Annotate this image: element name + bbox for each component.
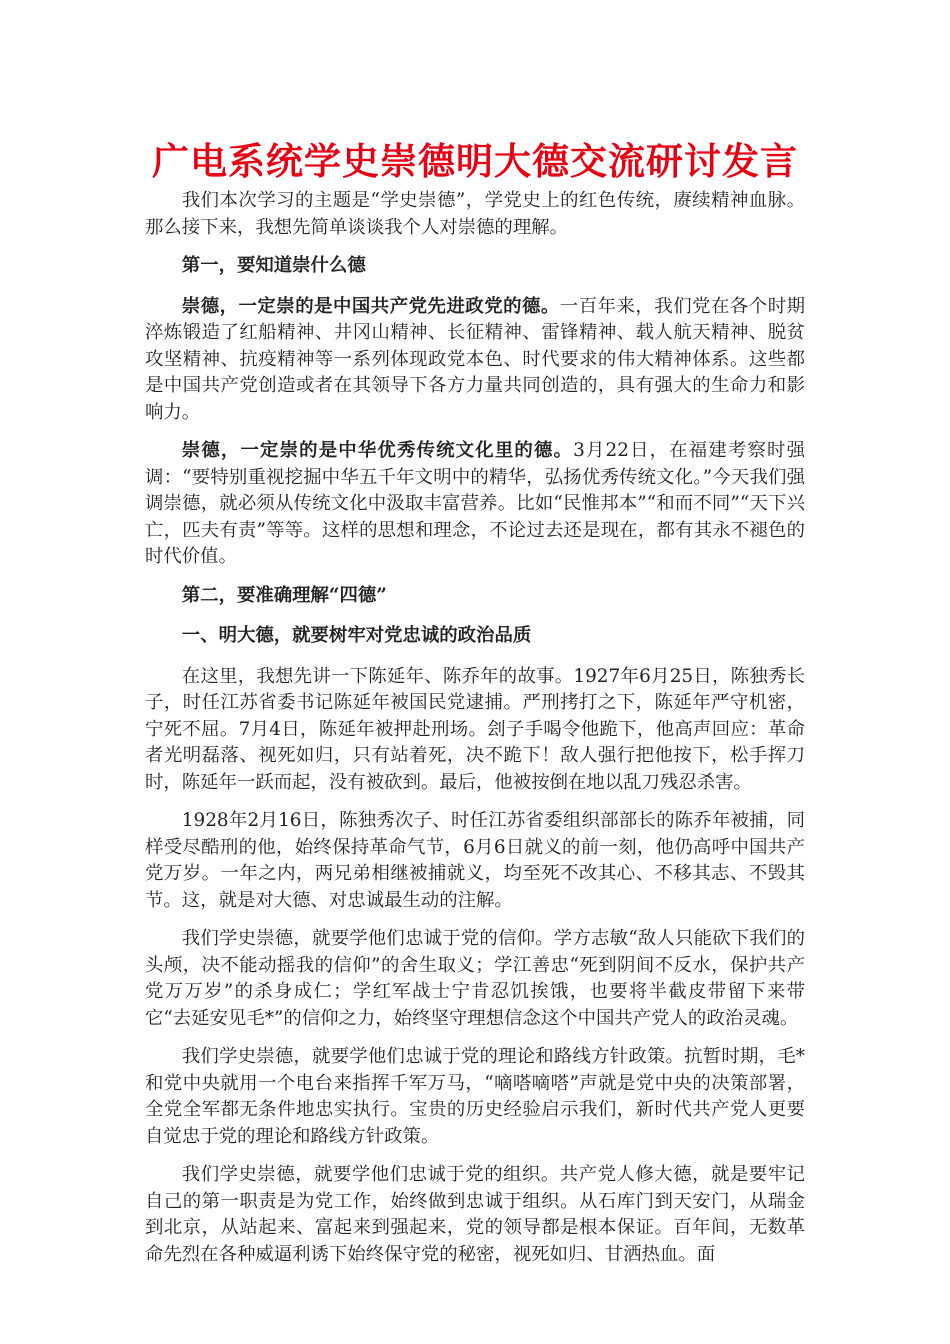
paragraph-lead-bold: 崇德，一定崇的是中国共产党先进政党的德。: [181, 295, 560, 317]
paragraph-party-virtue: [145, 294, 805, 427]
paragraph-lead-bold: 崇德，一定崇的是中华优秀传统文化里的德。: [181, 440, 574, 461]
document-title: 广电系统学史崇德明大德交流研讨发言: [152, 139, 798, 183]
paragraph-chen-qiaonian: 1928年2月16日，陈独秀次子、时任江苏省委组织部部长的陈乔年被捕，同样受尽酷刑的他，始终保持革命气节，6月6日就义的前一刻，他仍高呼中国共产党万岁。一年之内，两兄弟相继被捕就义，均至死不改其心、不移其志、不毁其节。这，就是对大德、对忠诚最生动的注解。: [145, 810, 805, 911]
section-heading-2: 第二，要准确理解“四德”: [181, 584, 387, 606]
paragraph-loyal-theory: 我们学史崇德，就要学他们忠诚于党的理论和路线方针政策。抗暂时期，毛*和党中央就用一个电台来指挥千军万马，“嘀嗒嘀嗒”声就是党中央的决策部署，全党全军都无条件地忠实执行。宝贵的历史经验启示我们，新时代共产党人更要自觉忠于党的理论和路线方针政策。: [145, 1046, 805, 1147]
paragraph-loyal-organization: 我们学史崇德，就要学他们忠诚于党的组织。共产党人修大德，就是要牢记自己的第一职责是为党工作，始终做到忠诚于组织。从石库门到天安门，从瑞金到北京，从站起来、富起来到强起来，党的领导都是根本保证。百年间，无数革命先烈在各种威逼利诱下始终保守党的秘密，视死如归、甘洒热血。面: [145, 1164, 805, 1265]
subsection-heading-1: 一、明大德，就要树牢对党忠诚的政治品质: [181, 625, 532, 646]
document-body: [145, 188, 805, 1280]
paragraph-intro: 我们本次学习的主题是“学史崇德”，学党史上的红色传统，赓续精神血脉。那么接下来，我想先简单谈谈我个人对崇德的理解。: [145, 190, 805, 238]
section-heading-1: 第一，要知道崇什么德: [181, 255, 366, 276]
paragraph-traditional-virtue: [145, 438, 805, 571]
paragraph-text: 一百年来，我们党在各个时期淬炼锻造了红船精神、井冈山精神、长征精神、雷锋精神、载人航天精神、脱贫攻坚精神、抗疫精神等一系列体现政党本色、时代要求的伟大精神体系。这些都是中国共产党创造或者在其领导下各方力量共同创造的，具有强大的生命力和影响力。: [145, 295, 805, 423]
paragraph-text: 3月22日，在福建考察时强调：“要特别重视挖掘中华五千年文明中的精华，弘扬优秀传统文化。”今天我们强调崇德，就必须从传统文化中汲取丰富营养。比如“民惟邦本”“和而不同”“天下兴亡，匹夫有责”等等。这样的思想和理念，不论过去还是现在，都有其永不褪色的时代价值。: [145, 440, 805, 567]
paragraph-loyal-belief: 我们学史崇德，就要学他们忠诚于党的信仰。学方志敏“敌人只能砍下我们的头颅，决不能动摇我的信仰”的舍生取义；学江善忠“死到阴间不反水，保护共产党万万岁”的杀身成仁；学红军战士宁肯忍饥挨饿，也要将半截皮带留下来带它“去延安见毛*”的信仰之力，始终坚守理想信念这个中国共产党人的政治灵魂。: [145, 928, 805, 1029]
paragraph-chen-yannian: 在这里，我想先讲一下陈延年、陈乔年的故事。1927年6月25日，陈独秀长子，时任江苏省委书记陈延年被国民党逮捕。严刑拷打之下，陈延年严守机密，宁死不屈。7月4日，陈延年被押赴刑场。刽子手喝令他跪下，他高声回应：革命者光明磊落、视死如归，只有站着死，决不跪下！敌人强行把他按下，松手挥刀时，陈延年一跃而起，没有被砍到。最后，他被按倒在地以乱刀残忍杀害。: [145, 665, 805, 793]
